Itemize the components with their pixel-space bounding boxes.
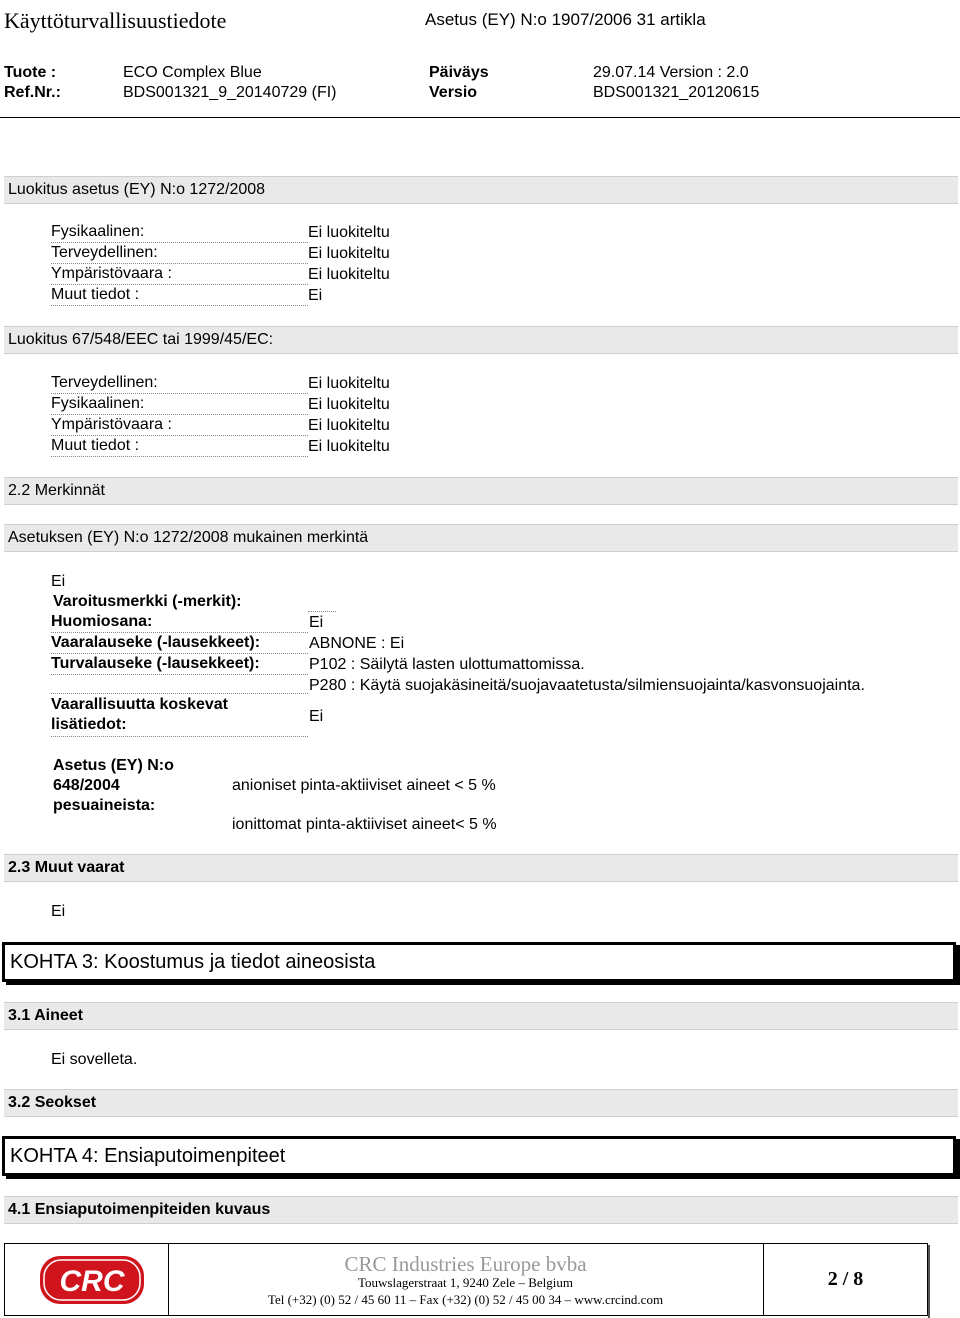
kohta4-title: KOHTA 4: Ensiaputoimenpiteet: [10, 1145, 286, 1167]
section-title-4-1: 4.1 Ensiaputoimenpiteiden kuvaus: [8, 1201, 271, 1218]
kohta4-header: [2, 1136, 956, 1176]
clp-label-other: Muut tiedot :: [51, 285, 308, 306]
signal-word-label: Huomiosana:: [51, 612, 308, 633]
dsd-label-other: Muut tiedot :: [51, 436, 308, 457]
section-title-2-3: 2.3 Muut vaarat: [8, 859, 125, 876]
supplemental-info-label-line2: lisätiedot:: [51, 716, 127, 733]
date-value: 29.07.14 Version : 2.0: [593, 64, 749, 81]
header-divider: [0, 117, 960, 118]
section-title-3-1: 3.1 Aineet: [8, 1007, 83, 1024]
section-band-2-3: [4, 854, 958, 882]
footer-shadow: [928, 1245, 930, 1318]
precaution-p102: P102 : Säilytä lasten ulottumattomissa.: [309, 656, 585, 673]
precaution-p280: P280 : Käytä suojakäsineitä/suojavaatetusta/silmiensuojainta/kasvonsuojainta.: [309, 677, 865, 694]
clp-value-health: Ei luokiteltu: [308, 245, 390, 262]
dsd-value-health: Ei luokiteltu: [308, 375, 390, 392]
page-number: 2 / 8: [827, 1268, 864, 1290]
clp-value-physical: Ei luokiteltu: [308, 224, 390, 241]
version-label: Versio: [429, 84, 478, 101]
section-title-dsd: Luokitus 67/548/EEC tai 1999/45/EC:: [8, 331, 274, 348]
document-title: Käyttöturvallisuustiedote: [4, 8, 227, 33]
supplemental-info-value: Ei: [309, 708, 324, 725]
detergent-label-line1: Asetus (EY) N:o: [53, 757, 174, 774]
footer-company: CRC Industries Europe bvba: [344, 1252, 587, 1276]
ref-value: BDS001321_9_20140729 (FI): [123, 84, 337, 101]
detergent-label-line2: 648/2004: [53, 777, 120, 794]
precautionary-statements-label: Turvalauseke (-lausekkeet):: [51, 654, 308, 675]
section-band-dsd: [4, 326, 958, 354]
dsd-label-environment: Ympäristövaara :: [51, 415, 308, 436]
dsd-label-physical: Fysikaalinen:: [51, 394, 308, 415]
section-subtitle-2-2: Asetuksen (EY) N:o 1272/2008 mukainen merkintä: [8, 529, 369, 546]
pictograms-underline: [308, 611, 336, 612]
footer-contact: Tel (+32) (0) 52 / 45 60 11 – Fax (+32) (0) 52 / 45 00 34 – www.crcind.com: [267, 1292, 664, 1307]
hazard-statements-value: ABNONE : Ei: [309, 635, 405, 652]
crc-logo-text: CRC: [59, 1265, 125, 1298]
regulation-reference: Asetus (EY) N:o 1907/2006 31 artikla: [425, 10, 706, 29]
clp-label-environment: Ympäristövaara :: [51, 264, 308, 285]
section-band-3-2: [4, 1089, 958, 1117]
detergent-regulation-label: [53, 756, 174, 816]
dsd-value-environment: Ei luokiteltu: [308, 417, 390, 434]
version-value: BDS001321_20120615: [593, 84, 760, 101]
clp-value-environment: Ei luokiteltu: [308, 266, 390, 283]
section-band-2-2-sub: [4, 524, 958, 552]
clp-value-other: Ei: [308, 287, 323, 304]
product-value: ECO Complex Blue: [123, 64, 262, 81]
labelling-ei: Ei: [51, 573, 66, 590]
kohta3-header: [2, 942, 956, 982]
substances-value: Ei sovelleta.: [51, 1051, 138, 1068]
footer-address: Touwslagerstraat 1, 9240 Zele – Belgium: [358, 1275, 573, 1290]
dsd-label-health: Terveydellinen:: [51, 373, 308, 394]
section-band-4-1: [4, 1196, 958, 1224]
detergent-label-line3: pesuaineista:: [53, 797, 156, 814]
section-title-3-2: 3.2 Seokset: [8, 1094, 97, 1111]
dsd-value-other: Ei luokiteltu: [308, 438, 390, 455]
section-title-clp: Luokitus asetus (EY) N:o 1272/2008: [8, 181, 266, 198]
clp-label-physical: Fysikaalinen:: [51, 222, 308, 243]
section-band-2-2: [4, 477, 958, 505]
dsd-value-physical: Ei luokiteltu: [308, 396, 390, 413]
product-label: Tuote :: [4, 64, 57, 81]
date-label: Päiväys: [429, 64, 489, 81]
hazard-statements-label: Vaaralauseke (-lausekkeet):: [51, 633, 308, 654]
pictograms-label: Varoitusmerkki (-merkit):: [53, 593, 242, 610]
precaution-spacer: [51, 674, 308, 694]
section-title-2-2: 2.2 Merkinnät: [8, 482, 105, 499]
supplemental-info-label-line1: Vaarallisuutta koskevat: [51, 696, 228, 713]
crc-logo: [38, 1254, 146, 1306]
detergent-anionic: anioniset pinta-aktiiviset aineet < 5 %: [232, 777, 496, 794]
detergent-nonionic: ionittomat pinta-aktiiviset aineet< 5 %: [232, 816, 497, 833]
ref-label: Ref.Nr.:: [4, 84, 61, 101]
clp-label-health: Terveydellinen:: [51, 243, 308, 264]
signal-word-value: Ei: [309, 614, 324, 631]
kohta3-title: KOHTA 3: Koostumus ja tiedot aineosista: [10, 951, 376, 973]
section-band-3-1: [4, 1002, 958, 1030]
supplemental-info-label: [51, 695, 308, 737]
section-band-clp: [4, 176, 958, 204]
other-hazards-value: Ei: [51, 903, 66, 920]
